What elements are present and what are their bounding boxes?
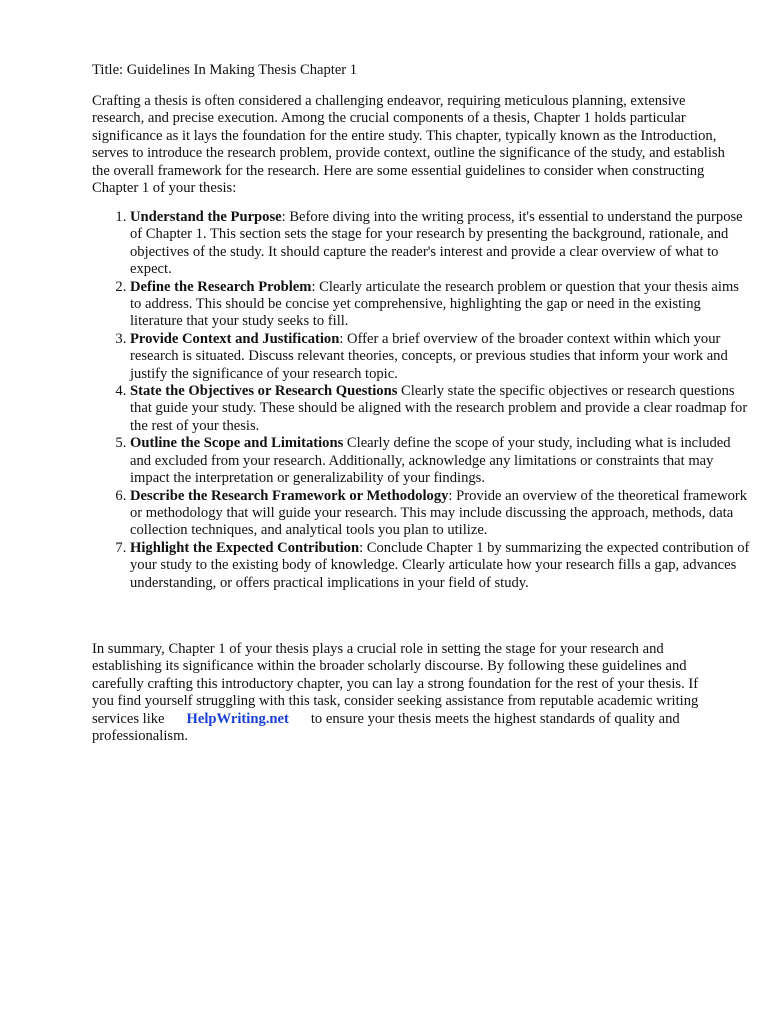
list-item-body: : Clearly articulate the research problem or question that your thesis aims to address. This should be concise yet comprehensive, highlighting the gap or need in the existing literature that your study seeks to fill. <box>130 278 739 330</box>
summary-paragraph <box>92 641 722 745</box>
list-item-body: : Provide an overview of the theoretical framework or methodology that will guide your research. This may include discussing the approach, methods, data collection techniques, and analytical tools you plan to utilize. <box>130 487 748 539</box>
guidelines-list <box>92 209 752 592</box>
list-item-heading: Understand the Purpose <box>130 209 282 225</box>
list-item-body: Clearly define the scope of your study, including what is included and excluded from your research. Additionally, acknowledge any limitations or constraints that may impact the interpretation or generalizability of your findings. <box>130 435 731 487</box>
summary-text-end: to ensure your thesis meets the highest standards of quality and professionalism. <box>92 710 680 745</box>
summary-text: In summary, Chapter 1 of your thesis plays a crucial role in setting the stage for your research and establishing its significance within the broader scholarly discourse. By following these guidelines and carefully crafting this introductory chapter, you can lay a strong foundation for the rest of your thesis. If you find yourself struggling with this task, consider seeking assistance from reputable academic writing services like <box>92 641 699 727</box>
list-item <box>130 383 752 435</box>
list-item-heading: Define the Research Problem <box>130 278 312 295</box>
list-item <box>130 279 752 331</box>
list-item-heading: Highlight the Expected Contribution <box>130 539 360 556</box>
list-item-body: : Offer a brief overview of the broader context within which your research is situated. Discuss relevant theories, concepts, or previous studies that inform your work and justify the significance of your research topic. <box>130 330 728 382</box>
list-item-body: Clearly state the specific objectives or research questions that guide your study. These should be aligned with the research problem and provide a clear roadmap for the rest of your thesis. <box>130 383 748 434</box>
helpwriting-link[interactable]: HelpWriting.net <box>186 710 289 727</box>
list-item <box>130 435 752 487</box>
list-item-body: : Before diving into the writing process, it's essential to understand the purpose of Chapter 1. This section sets the stage for your research by presenting the background, rationale, and objectives of the study. It should capture the reader's interest and provide a clear overview of what to expect. <box>130 209 743 278</box>
list-item-heading: Outline the Scope and Limitations <box>130 435 344 452</box>
document-title: Title: Guidelines In Making Thesis Chapter 1 <box>92 62 358 78</box>
intro-paragraph: Crafting a thesis is often considered a challenging endeavor, requiring meticulous planning, extensive research, and precise execution. Among the crucial components of a thesis, Chapter 1 holds particular significance as it lays the foundation for the entire study. This chapter, typically known as the Introduction, serves to introduce the research problem, provide context, outline the significance of the study, and establish the overall framework for the research. Here are some essential guidelines to consider when constructing Chapter 1 of your thesis: <box>92 93 725 197</box>
list-item-heading: State the Objectives or Research Questions <box>130 383 398 400</box>
list-item-heading: Describe the Research Framework or Methodology <box>130 487 449 504</box>
list-item-body: : Conclude Chapter 1 by summarizing the expected contribution of your study to the existing body of knowledge. Clearly articulate how your research fills a gap, advances understanding, or offers practical implications in your field of study. <box>130 539 750 591</box>
list-item <box>130 488 752 540</box>
list-item <box>130 331 752 383</box>
list-item <box>130 540 752 592</box>
list-item <box>130 209 752 279</box>
list-item-heading: Provide Context and Justification <box>130 330 340 347</box>
